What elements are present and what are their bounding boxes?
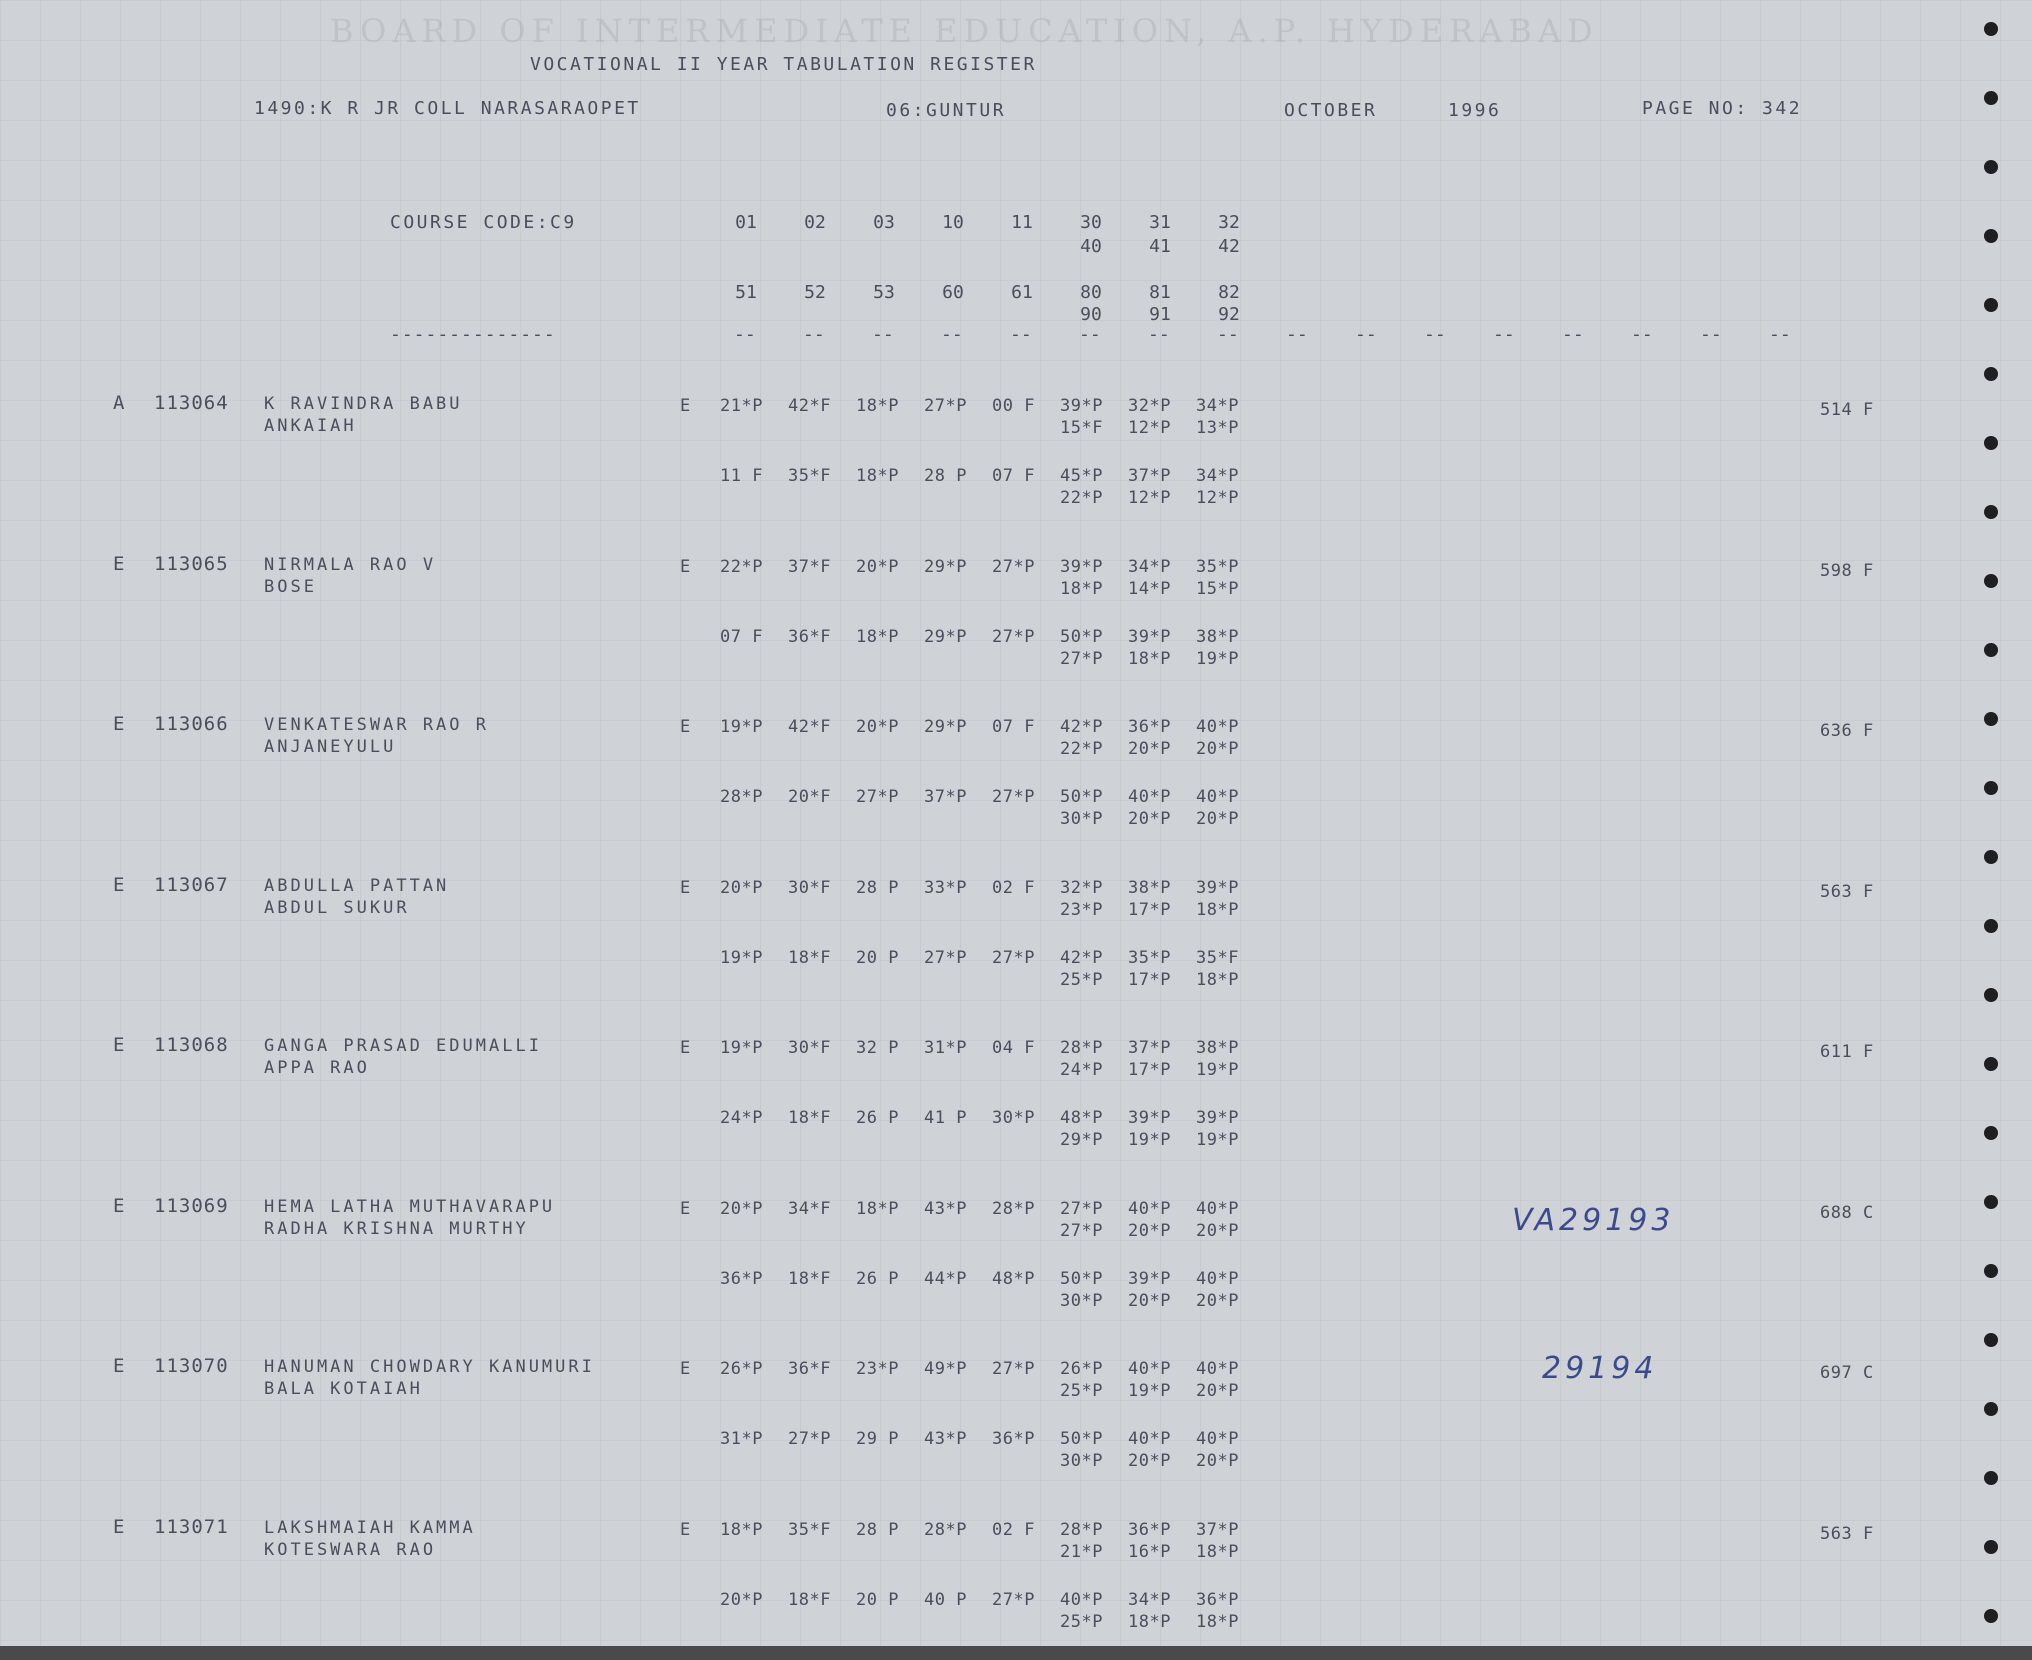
year1-mark: 13*P: [1196, 418, 1239, 438]
feed-hole: [1984, 229, 1998, 243]
year2-mark: 20*P: [1128, 809, 1171, 829]
feed-hole: [1984, 436, 1998, 450]
year2-mark: 20*P: [1196, 1291, 1239, 1311]
year1-mark: 27*P: [992, 1359, 1035, 1379]
feed-hole: [1984, 22, 1998, 36]
year1-mark: 36*P: [1128, 717, 1171, 737]
year1-mark: 20*P: [720, 878, 763, 898]
exam-mark: E: [680, 1520, 691, 1540]
feed-hole: [1984, 505, 1998, 519]
student-name: HANUMAN CHOWDARY KANUMURI: [264, 1357, 595, 1377]
total-result: 598 F: [1820, 561, 1874, 581]
year2-mark: 48*P: [992, 1269, 1035, 1289]
roll-number: 113066: [154, 713, 229, 735]
total-result: 611 F: [1820, 1042, 1874, 1062]
year2-mark: 18*P: [856, 466, 899, 486]
year1-mark: 28 P: [856, 1520, 899, 1540]
year2-mark: 42*P: [1060, 948, 1103, 968]
year2-mark: 18*P: [1196, 970, 1239, 990]
year2-mark: 24*P: [720, 1108, 763, 1128]
year2-mark: 37*P: [1128, 466, 1171, 486]
year1-mark: 39*P: [1060, 396, 1103, 416]
course-code: COURSE CODE:C9: [390, 212, 577, 233]
exam-mark: E: [680, 878, 691, 898]
category-flag: E: [113, 553, 126, 575]
exam-mark: E: [680, 1199, 691, 1219]
year2-mark: 40*P: [1196, 787, 1239, 807]
year1-mark: 30*F: [788, 1038, 831, 1058]
exam-mark: E: [680, 717, 691, 737]
year1-mark: 19*P: [720, 1038, 763, 1058]
year1-mark: 29*P: [924, 557, 967, 577]
year1-mark: 30*F: [788, 878, 831, 898]
year1-mark: 32*P: [1128, 396, 1171, 416]
subject-code: 61: [1011, 282, 1033, 303]
column-dash: --: [1631, 324, 1653, 345]
year2-mark: 44*P: [924, 1269, 967, 1289]
feed-hole: [1984, 712, 1998, 726]
exam-mark: E: [680, 396, 691, 416]
father-name: RADHA KRISHNA MURTHY: [264, 1219, 529, 1239]
feed-hole: [1984, 91, 1998, 105]
student-name: ABDULLA PATTAN: [264, 876, 450, 896]
year1-mark: 36*F: [788, 1359, 831, 1379]
year2-mark: 35*F: [788, 466, 831, 486]
year2-mark: 40*P: [1128, 787, 1171, 807]
father-name: ANKAIAH: [264, 416, 357, 436]
year2-mark: 41 P: [924, 1108, 967, 1128]
year1-mark: 38*P: [1196, 1038, 1239, 1058]
year2-mark: 20*P: [720, 1590, 763, 1610]
column-dash: --: [734, 324, 756, 345]
roll-number: 113071: [154, 1516, 229, 1538]
year2-mark: 30*P: [1060, 809, 1103, 829]
year1-mark: 21*P: [1060, 1542, 1103, 1562]
feed-hole: [1984, 160, 1998, 174]
student-name: NIRMALA RAO V: [264, 555, 437, 575]
year2-mark: 12*P: [1196, 488, 1239, 508]
year1-mark: 39*P: [1060, 557, 1103, 577]
year2-mark: 27*P: [992, 627, 1035, 647]
year1-mark: 40*P: [1196, 1359, 1239, 1379]
student-name: HEMA LATHA MUTHAVARAPU: [264, 1197, 556, 1217]
exam-year: 1996: [1448, 100, 1502, 121]
year2-mark: 50*P: [1060, 627, 1103, 647]
year1-mark: 26*P: [720, 1359, 763, 1379]
exam-mark: E: [680, 1038, 691, 1058]
year2-mark: 29*P: [1060, 1130, 1103, 1150]
year1-mark: 37*P: [1128, 1038, 1171, 1058]
column-dash: --: [1700, 324, 1722, 345]
year1-mark: 34*F: [788, 1199, 831, 1219]
year1-mark: 42*F: [788, 717, 831, 737]
year1-mark: 17*P: [1128, 900, 1171, 920]
roll-number: 113064: [154, 392, 229, 414]
year1-mark: 49*P: [924, 1359, 967, 1379]
year1-mark: 27*P: [924, 396, 967, 416]
category-flag: A: [113, 392, 126, 414]
year2-mark: 18*F: [788, 1269, 831, 1289]
year2-mark: 39*P: [1196, 1108, 1239, 1128]
year1-mark: 40*P: [1196, 1199, 1239, 1219]
subject-code: 81: [1149, 282, 1171, 303]
year1-mark: 15*P: [1196, 579, 1239, 599]
year1-mark: 02 F: [992, 1520, 1035, 1540]
year1-mark: 25*P: [1060, 1381, 1103, 1401]
subject-code: 02: [804, 212, 826, 233]
year1-mark: 24*P: [1060, 1060, 1103, 1080]
total-result: 563 F: [1820, 1524, 1874, 1544]
subject-code: 03: [873, 212, 895, 233]
course-underline: --------------: [390, 324, 556, 345]
year2-mark: 27*P: [992, 948, 1035, 968]
exam-month: OCTOBER: [1284, 100, 1378, 121]
year2-mark: 19*P: [1128, 1130, 1171, 1150]
subject-code: 40: [1080, 236, 1102, 257]
subject-code: 41: [1149, 236, 1171, 257]
exam-mark: E: [680, 557, 691, 577]
category-flag: E: [113, 874, 126, 896]
year2-mark: 28*P: [720, 787, 763, 807]
year2-mark: 18*P: [1128, 649, 1171, 669]
year1-mark: 02 F: [992, 878, 1035, 898]
year2-mark: 26 P: [856, 1269, 899, 1289]
feed-hole: [1984, 1057, 1998, 1071]
year2-mark: 34*P: [1128, 1590, 1171, 1610]
feed-hole: [1984, 1333, 1998, 1347]
feed-hole: [1984, 1195, 1998, 1209]
year1-mark: 20*P: [1196, 739, 1239, 759]
year2-mark: 31*P: [720, 1429, 763, 1449]
year2-mark: 19*P: [1196, 649, 1239, 669]
column-dash: --: [941, 324, 963, 345]
year1-mark: 34*P: [1196, 396, 1239, 416]
year1-mark: 18*P: [720, 1520, 763, 1540]
handwritten-note: VA29193: [1512, 1203, 1675, 1238]
year1-mark: 18*P: [856, 1199, 899, 1219]
year2-mark: 18*P: [856, 627, 899, 647]
year1-mark: 28*P: [1060, 1038, 1103, 1058]
total-result: 636 F: [1820, 721, 1874, 741]
year2-mark: 35*F: [1196, 948, 1239, 968]
year1-mark: 23*P: [856, 1359, 899, 1379]
subject-code: 32: [1218, 212, 1240, 233]
year2-mark: 17*P: [1128, 970, 1171, 990]
year1-mark: 32*P: [1060, 878, 1103, 898]
father-name: BALA KOTAIAH: [264, 1379, 423, 1399]
year2-mark: 22*P: [1060, 488, 1103, 508]
year1-mark: 40*P: [1128, 1199, 1171, 1219]
year1-mark: 21*P: [720, 396, 763, 416]
student-name: GANGA PRASAD EDUMALLI: [264, 1036, 542, 1056]
year2-mark: 36*P: [720, 1269, 763, 1289]
year2-mark: 40*P: [1128, 1429, 1171, 1449]
year1-mark: 31*P: [924, 1038, 967, 1058]
feed-hole: [1984, 1609, 1998, 1623]
year2-mark: 27*P: [856, 787, 899, 807]
year1-mark: 20*P: [856, 717, 899, 737]
year1-mark: 04 F: [992, 1038, 1035, 1058]
student-name: VENKATESWAR RAO R: [264, 715, 489, 735]
year2-mark: 20*P: [1196, 809, 1239, 829]
year1-mark: 43*P: [924, 1199, 967, 1219]
register-title: VOCATIONAL II YEAR TABULATION REGISTER: [530, 54, 1037, 75]
subject-code: 80: [1080, 282, 1102, 303]
roll-number: 113065: [154, 553, 229, 575]
category-flag: E: [113, 713, 126, 735]
year2-mark: 30*P: [992, 1108, 1035, 1128]
father-name: APPA RAO: [264, 1058, 370, 1078]
year2-mark: 38*P: [1196, 627, 1239, 647]
column-dash: --: [1217, 324, 1239, 345]
year1-mark: 20*P: [1128, 739, 1171, 759]
year2-mark: 27*P: [992, 1590, 1035, 1610]
subject-code: 01: [735, 212, 757, 233]
feed-hole: [1984, 919, 1998, 933]
year1-mark: 40*P: [1128, 1359, 1171, 1379]
father-name: ANJANEYULU: [264, 737, 397, 757]
year1-mark: 35*F: [788, 1520, 831, 1540]
year2-mark: 48*P: [1060, 1108, 1103, 1128]
year1-mark: 20*P: [856, 557, 899, 577]
column-dash: --: [803, 324, 825, 345]
year2-mark: 20*P: [1128, 1451, 1171, 1471]
roll-number: 113070: [154, 1355, 229, 1377]
year2-mark: 39*P: [1128, 627, 1171, 647]
feed-hole: [1984, 850, 1998, 864]
year1-mark: 40*P: [1196, 717, 1239, 737]
year2-mark: 27*P: [1060, 649, 1103, 669]
year2-mark: 20*P: [1196, 1451, 1239, 1471]
year1-mark: 16*P: [1128, 1542, 1171, 1562]
year1-mark: 35*P: [1196, 557, 1239, 577]
year2-mark: 20*P: [1128, 1291, 1171, 1311]
subject-code: 10: [942, 212, 964, 233]
year2-mark: 30*P: [1060, 1291, 1103, 1311]
faded-heading: BOARD OF INTERMEDIATE EDUCATION, A.P. HYDERABAD: [330, 12, 1599, 50]
category-flag: E: [113, 1355, 126, 1377]
column-dash: --: [872, 324, 894, 345]
year2-mark: 36*F: [788, 627, 831, 647]
year2-mark: 18*F: [788, 1590, 831, 1610]
feed-hole: [1984, 1264, 1998, 1278]
feed-hole: [1984, 1402, 1998, 1416]
year1-mark: 26*P: [1060, 1359, 1103, 1379]
year1-mark: 27*P: [1060, 1221, 1103, 1241]
column-dash: --: [1493, 324, 1515, 345]
feed-hole: [1984, 1471, 1998, 1485]
year1-mark: 27*P: [992, 557, 1035, 577]
year1-mark: 20*P: [1196, 1381, 1239, 1401]
year2-mark: 36*P: [1196, 1590, 1239, 1610]
subject-code: 31: [1149, 212, 1171, 233]
column-dash: --: [1286, 324, 1308, 345]
year2-mark: 37*P: [924, 787, 967, 807]
tractor-feed-holes: [1984, 0, 2004, 1646]
year2-mark: 30*P: [1060, 1451, 1103, 1471]
column-dash: --: [1079, 324, 1101, 345]
total-result: 688 C: [1820, 1203, 1874, 1223]
year1-mark: 29*P: [924, 717, 967, 737]
column-dash: --: [1010, 324, 1032, 345]
year1-mark: 17*P: [1128, 1060, 1171, 1080]
father-name: ABDUL SUKUR: [264, 898, 410, 918]
year2-mark: 07 F: [992, 466, 1035, 486]
father-name: BOSE: [264, 577, 317, 597]
year2-mark: 29 P: [856, 1429, 899, 1449]
year2-mark: 19*P: [720, 948, 763, 968]
year2-mark: 18*P: [1196, 1612, 1239, 1632]
year2-mark: 45*P: [1060, 466, 1103, 486]
year1-mark: 22*P: [720, 557, 763, 577]
year1-mark: 33*P: [924, 878, 967, 898]
year2-mark: 27*P: [992, 787, 1035, 807]
subject-code: 42: [1218, 236, 1240, 257]
year1-mark: 20*P: [1128, 1221, 1171, 1241]
category-flag: E: [113, 1516, 126, 1538]
total-result: 563 F: [1820, 882, 1874, 902]
column-dash: --: [1562, 324, 1584, 345]
year1-mark: 18*P: [856, 396, 899, 416]
subject-code: 90: [1080, 304, 1102, 325]
roll-number: 113069: [154, 1195, 229, 1217]
year1-mark: 12*P: [1128, 418, 1171, 438]
handwritten-note: 29194: [1542, 1351, 1658, 1386]
father-name: KOTESWARA RAO: [264, 1540, 437, 1560]
year1-mark: 28*P: [924, 1520, 967, 1540]
year2-mark: 18*F: [788, 948, 831, 968]
year2-mark: 25*P: [1060, 1612, 1103, 1632]
year1-mark: 20*P: [1196, 1221, 1239, 1241]
district-name: 06:GUNTUR: [886, 100, 1007, 121]
year2-mark: 36*P: [992, 1429, 1035, 1449]
feed-hole: [1984, 298, 1998, 312]
year2-mark: 40*P: [1060, 1590, 1103, 1610]
student-name: K RAVINDRA BABU: [264, 394, 463, 414]
year2-mark: 18*F: [788, 1108, 831, 1128]
year2-mark: 20*F: [788, 787, 831, 807]
subject-code: 52: [804, 282, 826, 303]
year1-mark: 18*P: [1196, 900, 1239, 920]
feed-hole: [1984, 781, 1998, 795]
year1-mark: 19*P: [1196, 1060, 1239, 1080]
year2-mark: 29*P: [924, 627, 967, 647]
year1-mark: 19*P: [1128, 1381, 1171, 1401]
category-flag: E: [113, 1195, 126, 1217]
column-dash: --: [1355, 324, 1377, 345]
year1-mark: 28 P: [856, 878, 899, 898]
year1-mark: 23*P: [1060, 900, 1103, 920]
subject-code: 92: [1218, 304, 1240, 325]
year1-mark: 07 F: [992, 717, 1035, 737]
year2-mark: 50*P: [1060, 1429, 1103, 1449]
year2-mark: 18*P: [1128, 1612, 1171, 1632]
roll-number: 113068: [154, 1034, 229, 1056]
year2-mark: 26 P: [856, 1108, 899, 1128]
subject-code: 82: [1218, 282, 1240, 303]
year2-mark: 50*P: [1060, 1269, 1103, 1289]
category-flag: E: [113, 1034, 126, 1056]
column-dash: --: [1769, 324, 1791, 345]
subject-code: 91: [1149, 304, 1171, 325]
student-name: LAKSHMAIAH KAMMA: [264, 1518, 476, 1538]
year1-mark: 37*F: [788, 557, 831, 577]
total-result: 697 C: [1820, 1363, 1874, 1383]
college-name: 1490:K R JR COLL NARASARAOPET: [254, 98, 641, 119]
year1-mark: 28*P: [1060, 1520, 1103, 1540]
year2-mark: 39*P: [1128, 1269, 1171, 1289]
year2-mark: 12*P: [1128, 488, 1171, 508]
feed-hole: [1984, 643, 1998, 657]
year1-mark: 34*P: [1128, 557, 1171, 577]
subject-code: 51: [735, 282, 757, 303]
year2-mark: 43*P: [924, 1429, 967, 1449]
year1-mark: 32 P: [856, 1038, 899, 1058]
year1-mark: 19*P: [720, 717, 763, 737]
year1-mark: 37*P: [1196, 1520, 1239, 1540]
year2-mark: 34*P: [1196, 466, 1239, 486]
year1-mark: 42*P: [1060, 717, 1103, 737]
exam-mark: E: [680, 1359, 691, 1379]
year1-mark: 18*P: [1196, 1542, 1239, 1562]
year2-mark: 40 P: [924, 1590, 967, 1610]
year2-mark: 25*P: [1060, 970, 1103, 990]
roll-number: 113067: [154, 874, 229, 896]
year1-mark: 14*P: [1128, 579, 1171, 599]
year1-mark: 20*P: [720, 1199, 763, 1219]
year1-mark: 18*P: [1060, 579, 1103, 599]
year1-mark: 28*P: [992, 1199, 1035, 1219]
total-result: 514 F: [1820, 400, 1874, 420]
column-dash: --: [1148, 324, 1170, 345]
subject-code: 53: [873, 282, 895, 303]
year2-mark: 28 P: [924, 466, 967, 486]
year1-mark: 36*P: [1128, 1520, 1171, 1540]
subject-code: 11: [1011, 212, 1033, 233]
year2-mark: 19*P: [1196, 1130, 1239, 1150]
year1-mark: 42*F: [788, 396, 831, 416]
year1-mark: 27*P: [1060, 1199, 1103, 1219]
year2-mark: 07 F: [720, 627, 763, 647]
feed-hole: [1984, 574, 1998, 588]
year2-mark: 20 P: [856, 948, 899, 968]
subject-code: 30: [1080, 212, 1102, 233]
year1-mark: 39*P: [1196, 878, 1239, 898]
feed-hole: [1984, 367, 1998, 381]
year1-mark: 15*F: [1060, 418, 1103, 438]
feed-hole: [1984, 988, 1998, 1002]
subject-code: 60: [942, 282, 964, 303]
year2-mark: 40*P: [1196, 1429, 1239, 1449]
year2-mark: 50*P: [1060, 787, 1103, 807]
year2-mark: 39*P: [1128, 1108, 1171, 1128]
feed-hole: [1984, 1126, 1998, 1140]
year2-mark: 20 P: [856, 1590, 899, 1610]
year2-mark: 40*P: [1196, 1269, 1239, 1289]
feed-hole: [1984, 1540, 1998, 1554]
year2-mark: 35*P: [1128, 948, 1171, 968]
year2-mark: 27*P: [788, 1429, 831, 1449]
year2-mark: 27*P: [924, 948, 967, 968]
page-number: PAGE NO: 342: [1642, 98, 1803, 119]
year1-mark: 22*P: [1060, 739, 1103, 759]
year1-mark: 38*P: [1128, 878, 1171, 898]
year1-mark: 00 F: [992, 396, 1035, 416]
column-dash: --: [1424, 324, 1446, 345]
year2-mark: 11 F: [720, 466, 763, 486]
